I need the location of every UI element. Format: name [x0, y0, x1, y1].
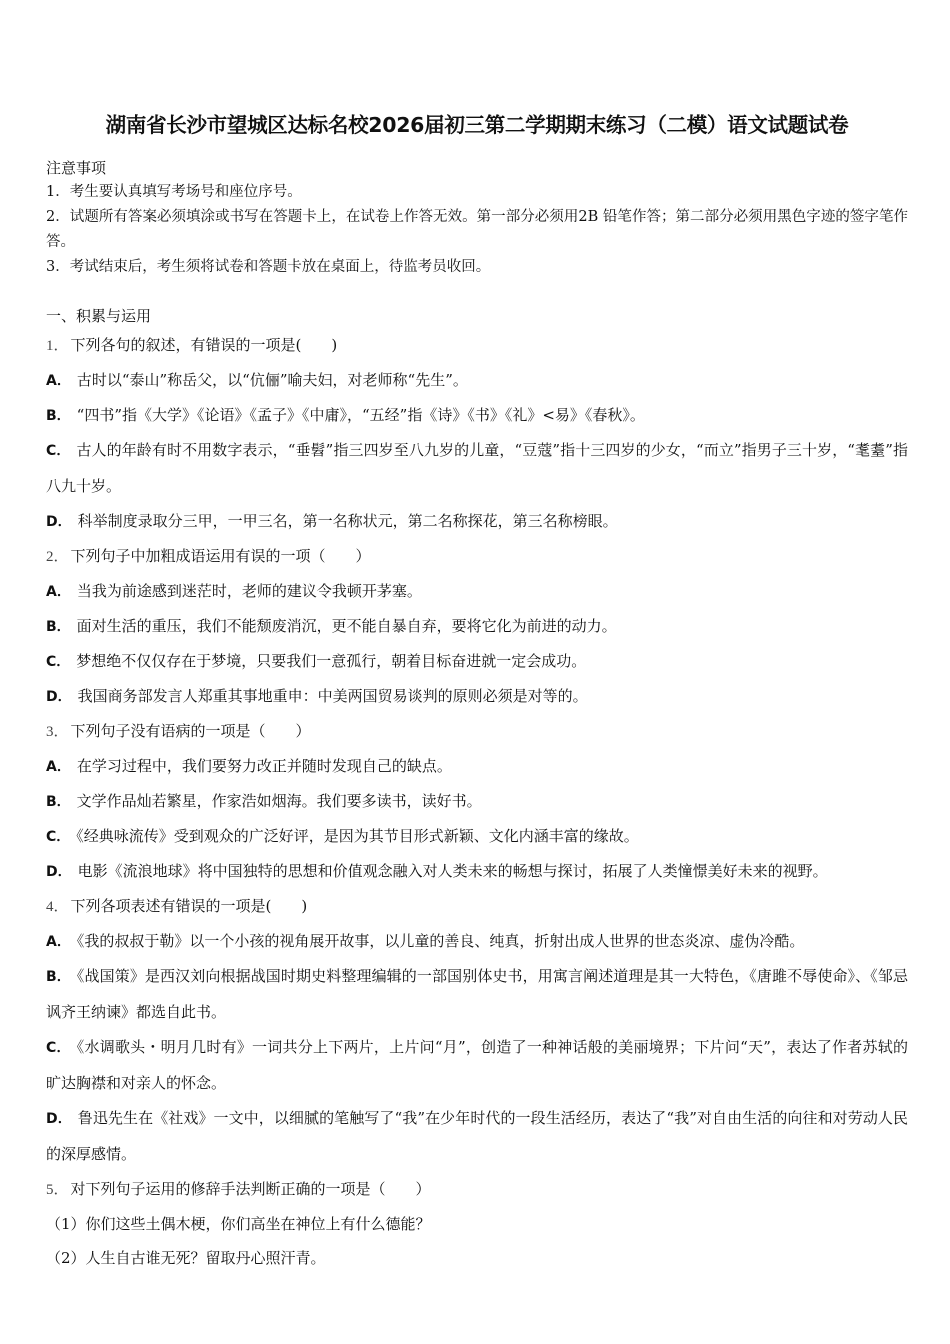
option-text: 《水调歌头・明月几时有》一词共分上下两片，上片问“月”，创造了一种神话般的美丽境界；下片问“天”，表达了作者苏轼的旷达胸襟和对亲人的怀念。 — [46, 1038, 908, 1092]
option-a — [46, 574, 908, 609]
question-text: 对下列句子运用的修辞手法判断正确的一项是（ ） — [70, 1180, 431, 1198]
option-letter: D． — [46, 864, 72, 880]
option-text: 梦想绝不仅仅存在于梦境，只要我们一意孤行，朝着目标奋进就一定会成功。 — [76, 652, 587, 670]
option-c — [46, 644, 908, 679]
option-letter: A． — [46, 584, 71, 600]
question-number: 5． — [46, 1182, 69, 1198]
section-heading: 一、积累与运用 — [46, 307, 152, 325]
option-letter: C． — [46, 1040, 71, 1056]
question-stem — [46, 714, 908, 749]
sub-sentence-2: （2）人生自古谁无死？留取丹心照汗青。 — [46, 1249, 326, 1267]
option-b — [46, 609, 908, 644]
option-letter: D． — [46, 514, 72, 530]
option-letter: A． — [46, 934, 71, 950]
option-a — [46, 363, 908, 398]
notice-item-3: 3．考试结束后，考生须将试卷和答题卡放在桌面上，待监考员收回。 — [46, 259, 491, 275]
option-c — [46, 1030, 908, 1101]
question-number: 2． — [46, 549, 69, 565]
notice-block — [46, 156, 908, 280]
option-letter: C． — [46, 654, 71, 670]
option-letter: D． — [46, 689, 72, 705]
option-text: 科举制度录取分三甲，一甲三名，第一名称状元，第二名称探花，第三名称榜眼。 — [77, 512, 618, 530]
question-stem — [46, 328, 908, 363]
option-letter: D． — [46, 1111, 72, 1127]
question-stem — [46, 1172, 908, 1207]
option-d — [46, 854, 908, 889]
option-d — [46, 679, 908, 714]
option-text: 在学习过程中，我们要努力改正并随时发现自己的缺点。 — [76, 757, 452, 775]
option-b — [46, 398, 908, 433]
question-text: 下列句子没有语病的一项是（ ） — [70, 722, 311, 740]
option-text: 古人的年龄有时不用数字表示，“垂髫”指三四岁至八九岁的儿童，“豆蔻”指十三四岁的少女，“而立”指男子三十岁，“耄耋”指八九十岁。 — [46, 441, 908, 495]
question-1 — [46, 328, 908, 539]
question-4 — [46, 889, 908, 1172]
option-text: 《经典咏流传》受到观众的广泛好评，是因为其节目形式新颖、文化内涵丰富的缘故。 — [76, 827, 639, 845]
option-letter: A． — [46, 759, 71, 775]
option-b — [46, 959, 908, 1030]
option-letter: C． — [46, 443, 71, 459]
option-letter: B． — [46, 619, 71, 635]
exam-page — [46, 108, 908, 1275]
option-c — [46, 819, 908, 854]
option-c — [46, 433, 908, 504]
notice-item-2: 2．试题所有答案必须填涂或书写在答题卡上，在试卷上作答无效。第一部分必须用2B 铅笔作答；第二部分必须用黑色字迹的签字笔作答。 — [46, 209, 908, 250]
option-text: 我国商务部发言人郑重其事地重申：中美两国贸易谈判的原则必须是对等的。 — [77, 687, 588, 705]
option-text: 古时以“泰山”称岳父，以“伉俪”喻夫妇，对老师称“先生”。 — [76, 371, 468, 389]
option-a — [46, 924, 908, 959]
option-letter: B． — [46, 408, 71, 424]
question-2 — [46, 539, 908, 714]
option-a — [46, 749, 908, 784]
option-text: 电影《流浪地球》将中国独特的思想和价值观念融入对人类未来的畅想与探讨，拓展了人类憧憬美好未来的视野。 — [77, 862, 828, 880]
exam-title: 湖南省长沙市望城区达标名校2026届初三第二学期期末练习（二模）语文试题试卷 — [105, 113, 849, 137]
option-text: 《我的叔叔于勒》以一个小孩的视角展开故事，以儿童的善良、纯真，折射出成人世界的世态炎凉、虚伪冷酷。 — [76, 932, 805, 950]
option-d — [46, 1101, 908, 1172]
option-letter: B． — [46, 969, 71, 985]
option-letter: B． — [46, 794, 71, 810]
option-letter: C． — [46, 829, 71, 845]
option-letter: A． — [46, 373, 71, 389]
question-number: 4． — [46, 899, 69, 915]
question-text: 下列各句的叙述，有错误的一项是( ) — [70, 336, 338, 354]
option-text: 文学作品灿若繁星，作家浩如烟海。我们要多读书，读好书。 — [76, 792, 482, 810]
option-b — [46, 784, 908, 819]
question-number: 1． — [46, 338, 69, 354]
notice-item-1: 1．考生要认真填写考场号和座位序号。 — [46, 184, 302, 200]
option-text: “四书”指《大学》《论语》《孟子》《中庸》，“五经”指《诗》《书》《礼》<易》《春秋》。 — [76, 406, 645, 424]
option-text: 《战国策》是西汉刘向根据战国时期史料整理编辑的一部国别体史书，用寓言阐述道理是其一大特色，《唐雎不辱使命》、《邹忌讽齐王纳谏》都选自此书。 — [46, 967, 908, 1021]
question-text: 下列句子中加粗成语运用有误的一项（ ） — [70, 547, 371, 565]
option-text: 鲁迅先生在《社戏》一文中，以细腻的笔触写了“我”在少年时代的一段生活经历，表达了“我”对自由生活的向往和对劳动人民的深厚感情。 — [46, 1109, 909, 1163]
question-3 — [46, 714, 908, 889]
sub-sentence-1: （1）你们这些土偶木梗，你们高坐在神位上有什么德能？ — [46, 1215, 431, 1233]
question-number: 3． — [46, 724, 69, 740]
option-text: 面对生活的重压，我们不能颓废消沉，更不能自暴自弃，要将它化为前进的动力。 — [76, 617, 617, 635]
question-text: 下列各项表述有错误的一项是( ) — [70, 897, 308, 915]
option-text: 当我为前途感到迷茫时，老师的建议令我顿开茅塞。 — [76, 582, 422, 600]
option-d — [46, 504, 908, 539]
question-stem — [46, 889, 908, 924]
question-stem — [46, 539, 908, 574]
notice-heading: 注意事项 — [46, 159, 107, 177]
question-5 — [46, 1172, 908, 1275]
